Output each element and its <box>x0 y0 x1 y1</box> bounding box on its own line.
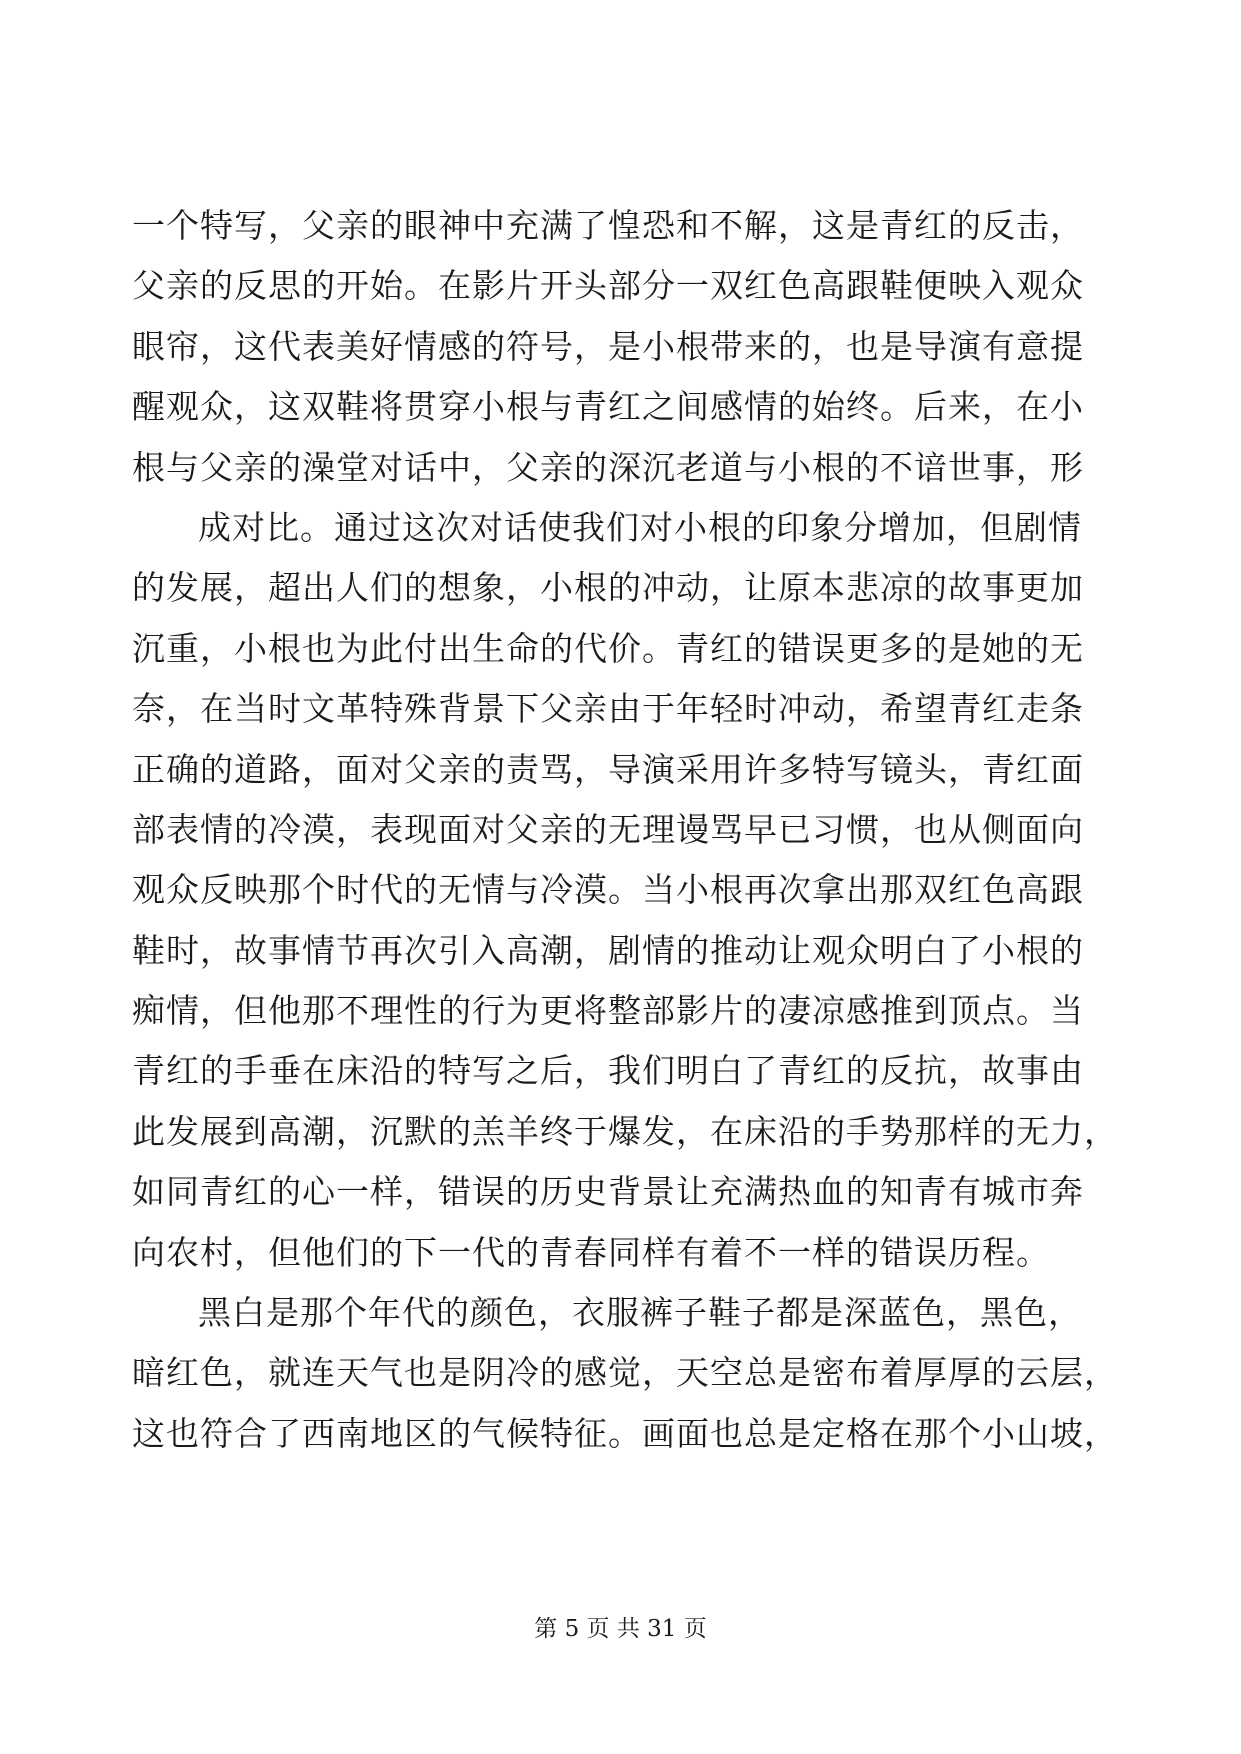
page-number-footer: 第 5 页 共 31 页 <box>534 1616 707 1642</box>
text-line: 暗红色，就连天气也是阴冷的感觉，天空总是密布着厚厚的云层， <box>132 1353 1118 1393</box>
text-line: 醒观众，这双鞋将贯穿小根与青红之间感情的始终。后来，在小 <box>132 387 1084 427</box>
text-line: 父亲的反思的开始。在影片开头部分一双红色高跟鞋便映入观众 <box>132 266 1084 306</box>
text-line: 的发展，超出人们的想象，小根的冲动，让原本悲凉的故事更加 <box>132 568 1084 608</box>
text-line: 此发展到高潮，沉默的羔羊终于爆发，在床沿的手势那样的无力， <box>132 1111 1118 1151</box>
text-line: 痴情，但他那不理性的行为更将整部影片的凄凉感推到顶点。当 <box>132 991 1084 1031</box>
text-line: 正确的道路，面对父亲的责骂，导演采用许多特写镜头，青红面 <box>132 749 1084 789</box>
text-line: 青红的手垂在床沿的特写之后，我们明白了青红的反抗，故事由 <box>132 1051 1084 1091</box>
body-text <box>132 196 1117 1464</box>
text-line: 部表情的冷漠，表现面对父亲的无理谩骂早已习惯，也从侧面向 <box>132 809 1084 849</box>
text-line: 向农村，但他们的下一代的青春同样有着不一样的错误历程。 <box>132 1232 1050 1272</box>
text-line: 眼帘，这代表美好情感的符号，是小根带来的，也是导演有意提 <box>132 326 1084 366</box>
text-line: 鞋时，故事情节再次引入高潮，剧情的推动让观众明白了小根的 <box>132 930 1084 970</box>
text-line: 沉重，小根也为此付出生命的代价。青红的错误更多的是她的无 <box>132 628 1084 668</box>
text-line: 一个特写，父亲的眼神中充满了惶恐和不解，这是青红的反击， <box>132 206 1084 245</box>
text-line: 黑白是那个年代的颜色，衣服裤子鞋子都是深蓝色，黑色， <box>198 1293 1082 1333</box>
text-line: 成对比。通过这次对话使我们对小根的印象分增加，但剧情 <box>198 507 1082 547</box>
text-line: 奈，在当时文革特殊背景下父亲由于年轻时冲动，希望青红走条 <box>132 689 1084 729</box>
text-line: 根与父亲的澡堂对话中，父亲的深沉老道与小根的不谙世事，形 <box>132 447 1084 487</box>
text-line: 如同青红的心一样，错误的历史背景让充满热血的知青有城市奔 <box>132 1172 1084 1212</box>
text-line: 这也符合了西南地区的气候特征。画面也总是定格在那个小山坡， <box>132 1413 1118 1453</box>
text-line: 观众反映那个时代的无情与冷漠。当小根再次拿出那双红色高跟 <box>132 870 1084 910</box>
